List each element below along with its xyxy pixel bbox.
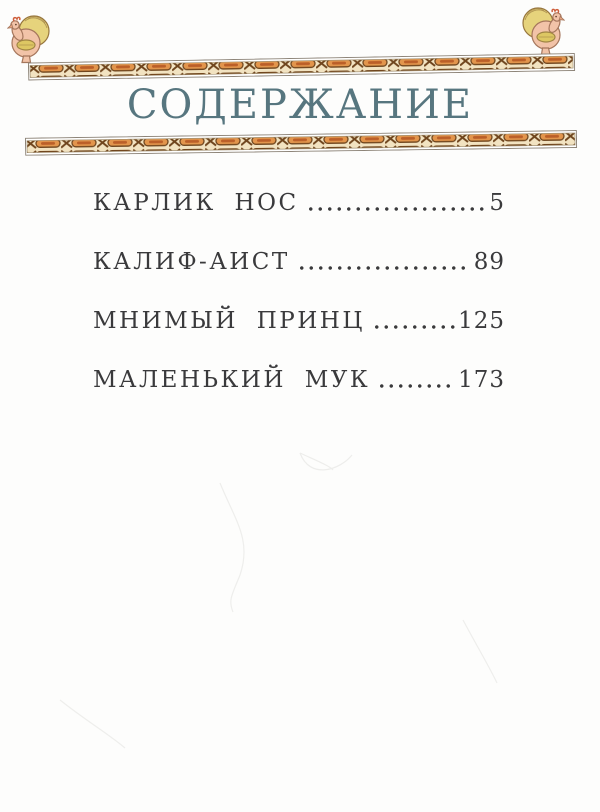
dot-leader bbox=[306, 206, 487, 212]
table-of-contents bbox=[93, 190, 505, 426]
dot-leader bbox=[372, 324, 455, 330]
toc-entry-title: КАЛИФ-АИСТ bbox=[93, 249, 290, 275]
bird-finial-left-icon bbox=[7, 12, 51, 64]
toc-row bbox=[93, 249, 505, 275]
toc-entry-title: МАЛЕНЬКИЙ МУК bbox=[93, 367, 371, 393]
toc-page-number: 89 bbox=[473, 249, 505, 275]
bird-finial-right-icon bbox=[521, 4, 565, 56]
toc-entry-title: КАРЛИК НОС bbox=[93, 190, 299, 216]
toc-page-number: 125 bbox=[458, 308, 505, 334]
toc-row bbox=[93, 308, 505, 334]
toc-row bbox=[93, 190, 505, 216]
toc-entry-title: МНИМЫЙ ПРИНЦ bbox=[93, 308, 365, 334]
dot-leader bbox=[297, 265, 471, 271]
chain-band-top-icon bbox=[28, 53, 575, 81]
chain-band-divider-icon bbox=[25, 130, 577, 156]
toc-page-number: 5 bbox=[489, 190, 505, 216]
page-title: СОДЕРЖАНИЕ bbox=[126, 82, 474, 128]
toc-row bbox=[93, 367, 505, 393]
toc-page-number: 173 bbox=[458, 367, 505, 393]
dot-leader bbox=[377, 383, 455, 389]
